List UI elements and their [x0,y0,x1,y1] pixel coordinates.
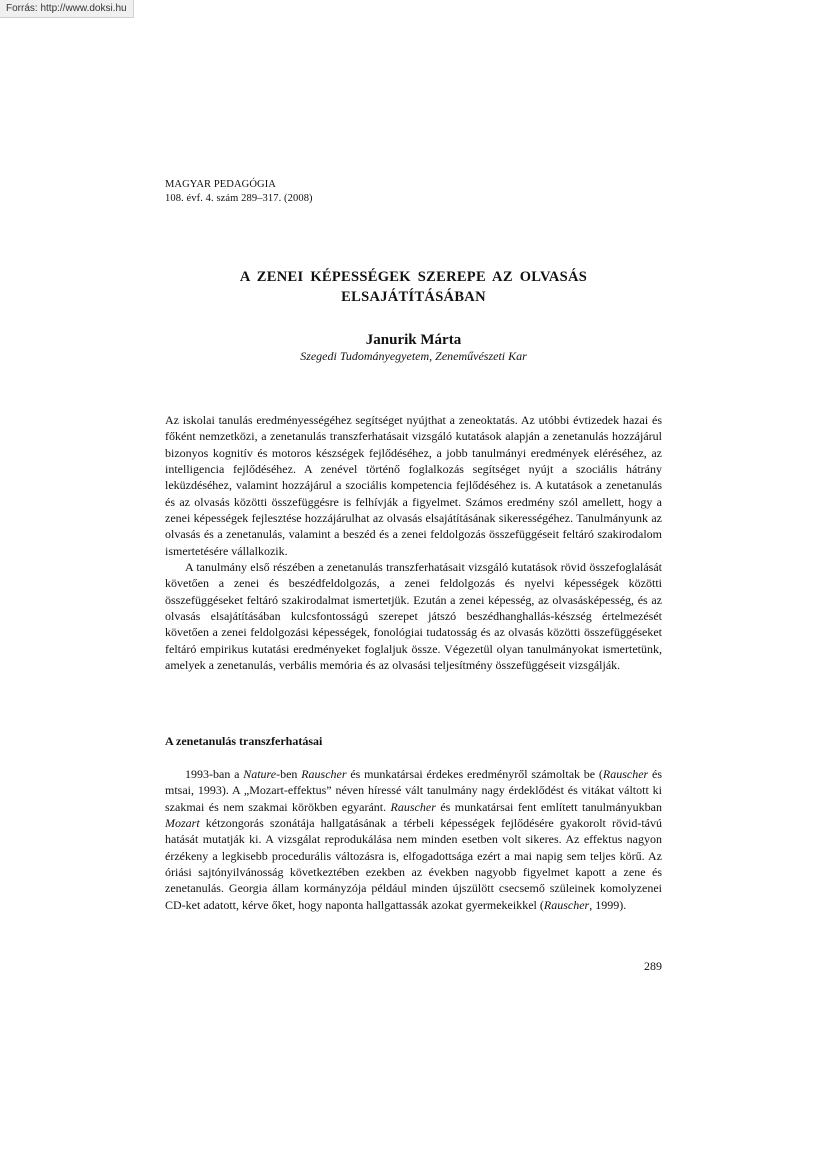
author-name: Janurik Márta [365,332,462,348]
italic-span: Mozart [165,816,200,831]
source-tag: Forrás: http://www.doksi.hu [0,0,134,18]
text-span: 1993-ban a [185,767,244,781]
title-line-1: A ZENEI KÉPESSÉGEK SZEREPE AZ OLVASÁS [239,269,588,285]
italic-span: Rauscher [301,767,347,781]
journal-header [165,178,313,206]
text-span: -ben [276,767,302,781]
body-paragraph-1 [165,766,662,913]
journal-name: MAGYAR PEDAGÓGIA [165,179,276,190]
body-text [165,766,662,913]
italic-span: Rauscher [602,767,649,781]
text-span: és mtsai, 1993). A „Mozart-effektus” néven híressé vált tanulmány nagy érdeklődést és vitákat váltott ki szakmai és nem szakmai körökben egyaránt. [165,767,663,814]
title-line-2: ELSAJÁTÍTÁSÁBAN [341,289,486,305]
article-title [165,267,662,307]
author-affiliation: Szegedi Tudományegyetem, Zeneművészeti Kar [300,349,527,363]
italic-span: Rauscher [390,799,436,814]
text-span: kétzongorás szonátája hallgatásának a térbeli képességek fejlődésére gyakorolt rövid-távú hatását mutatják ki. A vizsgálat reprodukálása nem minden esetben volt sikeres. Az effektus nagyon érzékeny a legkisebb procedurális változásra is, elfogadottsága ezért a mai napig sem teljes körű. Az óriási sajtónyilvánosság következtében ezekben az években nagyobb figyelmet kapott a zene és zenetanulás. Georgia állam kormányzója például minden újszülött csecsemő szüleinek komolyzenei CD-ket adatott, kérve őket, hogy naponta hallgattassák azokat gyermekeikkel ( [165,816,662,912]
journal-issue: 108. évf. 4. szám 289–317. (2008) [165,193,313,204]
text-span: és munkatársai érdekes eredményről számoltak be ( [346,767,603,781]
italic-span: Nature [243,767,277,781]
italic-span: Rauscher [543,897,590,912]
page-number: 289 [644,959,662,973]
abstract-paragraph-2: A tanulmány első részében a zenetanulás transzferhatásait vizsgáló kutatások rövid összefoglalását követően a zenei és beszédfeldolgozás, a zenei feldolgozás és nyelvi képességek közötti összefüggéseket feltáró szakirodalmat ismertetjük. Ezután a zenei képesség, az olvasásképesség, és az olvasás elsajátításában kulcsfontosságú szerepet játszó beszédhanghallás-készség értelmezését követően a zenei feldolgozási képességek, fonológiai tudatosság és az olvasás közötti összefüggéseket feltáró empirikus kutatási eredményeket foglaljuk össze. Végezetül olyan tanulmányokat ismertetünk, amelyek a zenetanulás, verbális memória és az olvasási teljesítmény összefüggéseit vizsgálják. [165,560,662,673]
text-span: és munkatársai fent említett tanulmányukban [435,799,662,814]
abstract-paragraph-1: Az iskolai tanulás eredményességéhez segítséget nyújthat a zeneoktatás. Az utóbbi évtizedek hazai és főként nemzetközi, a zenetanulás transzferhatásait vizsgáló kutatások alapján a zenetanulás hozzájárul bizonyos kognitív és motoros készségek fejlődéséhez, a jobb tanulmányi eredmények eléréséhez, az intelligencia fejlődéséhez. A zenével történő foglalkozás segítséget nyújt a szociális hátrány leküzdéséhez, valamint hozzájárul a szociális kompetencia fejlődéséhez is. A kutatások a zenetanulás és az olvasás közötti összefüggésre is felhívják a figyelmet. Számos eredmény szól amellett, hogy a zenei képességek fejlesztése hozzájárulhat az olvasás elsajátításának sikerességéhez. Tanulmányunk az olvasás és a zenetanulás, valamint a beszéd és a zenei feldolgozás összefüggéseit feltáró szakirodalom ismertetésére vállalkozik. [165,413,662,558]
text-span: , 1999). [589,897,627,912]
abstract [165,412,662,674]
section-heading: A zenetanulás transzferhatásai [165,734,323,748]
